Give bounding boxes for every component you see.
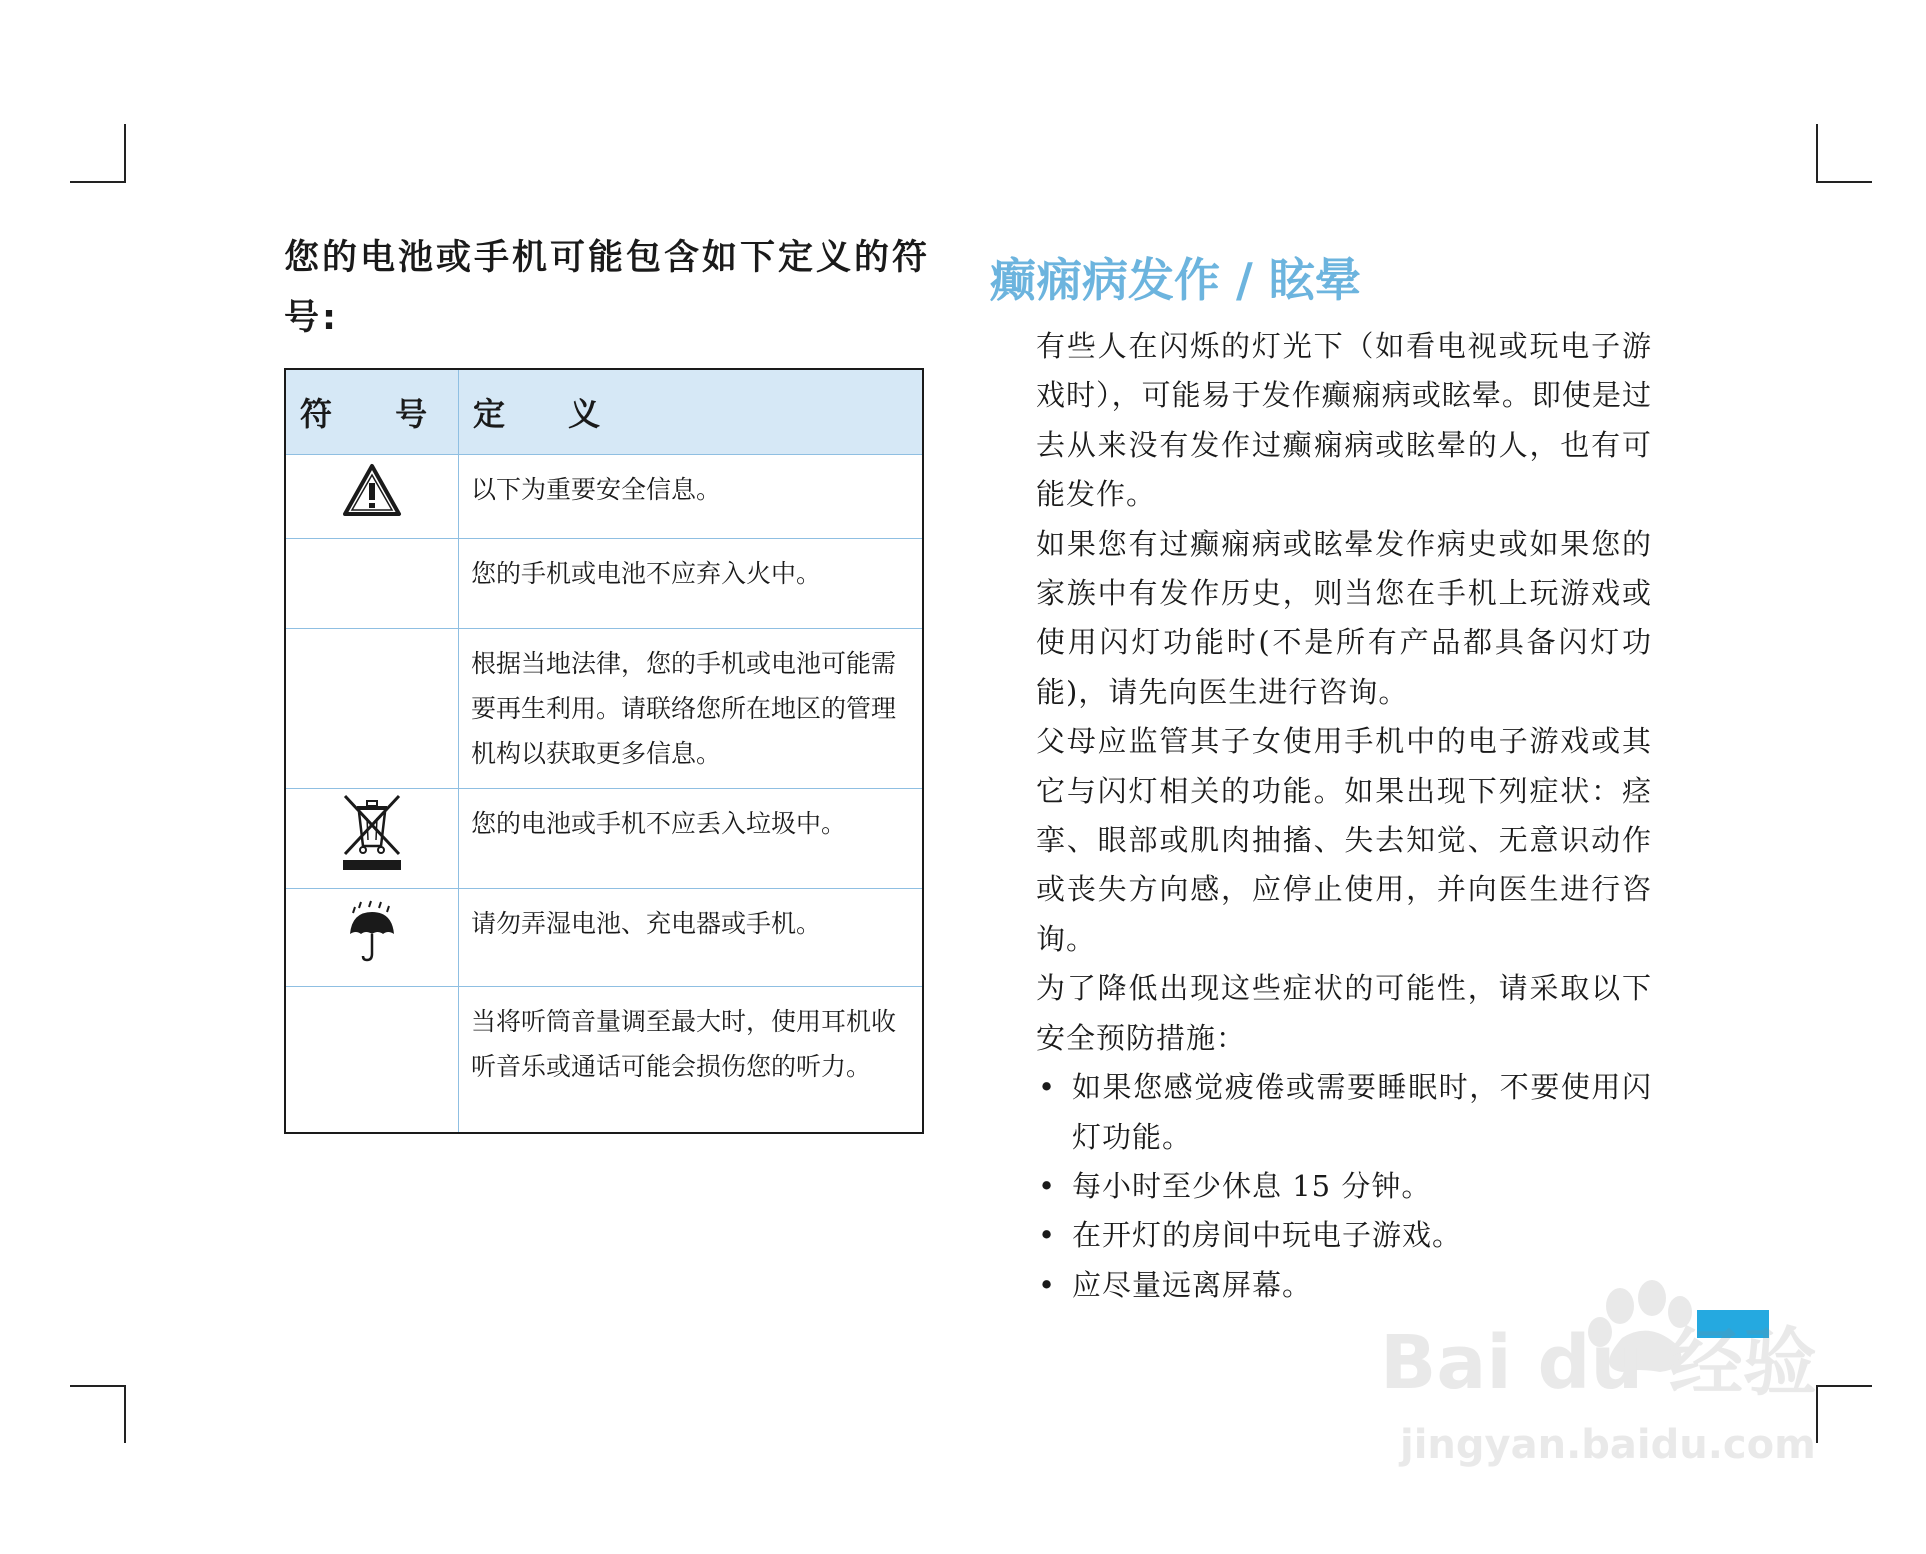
table-row xyxy=(285,455,923,539)
svg-text:jingyan.baidu.com: jingyan.baidu.com xyxy=(1400,1422,1816,1468)
crossed-out-bin-icon xyxy=(339,792,405,872)
crop-mark-bottom-right-h xyxy=(1816,1385,1872,1387)
crop-mark-bottom-left-v xyxy=(124,1385,126,1443)
list-item: • 每小时至少休息 15 分钟。 xyxy=(1036,1162,1652,1211)
symbol-column-header: 符 号 xyxy=(285,369,459,455)
symbol-cell xyxy=(285,889,459,987)
symbol-cell xyxy=(285,987,459,1133)
crop-mark-bottom-left-h xyxy=(70,1385,126,1387)
table-row xyxy=(285,987,923,1133)
table-row xyxy=(285,629,923,789)
symbol-cell xyxy=(285,629,459,789)
symbol-table xyxy=(284,368,924,1134)
paragraph: 如果您有过癫痫病或眩晕发作病史或如果您的家族中有发作历史，则当您在手机上玩游戏或使用闪灯功能时(不是所有产品都具备闪灯功能)，请先向医生进行咨询。 xyxy=(1036,526,1652,709)
definition-cell: 请勿弄湿电池、充电器或手机。 xyxy=(459,889,924,987)
table-row xyxy=(285,889,923,987)
list-item: • 如果您感觉疲倦或需要睡眠时，不要使用闪灯功能。 xyxy=(1036,1063,1652,1162)
crop-mark-top-right-h xyxy=(1816,181,1872,183)
symbol-cell xyxy=(285,455,459,539)
table-row xyxy=(285,789,923,889)
definition-column-header: 定 义 xyxy=(459,369,924,455)
list-item: • 在开灯的房间中玩电子游戏。 xyxy=(1036,1211,1652,1260)
crop-mark-top-left-v xyxy=(124,124,126,182)
definition-cell: 您的手机或电池不应弃入火中。 xyxy=(459,539,924,629)
svg-text:Bai du 经验: Bai du 经验 xyxy=(1380,1320,1817,1406)
symbol-cell xyxy=(285,539,459,629)
paragraph: 有些人在闪烁的灯光下（如看电视或玩电子游戏时），可能易于发作癫痫病或眩晕。即使是过去从来没有发作过癫痫病或眩晕的人，也有可能发作。 xyxy=(1036,329,1652,512)
table-row xyxy=(285,539,923,629)
epilepsy-heading: 癫痫病发作 / 眩晕 xyxy=(990,253,1361,307)
definition-cell: 以下为重要安全信息。 xyxy=(459,455,924,539)
warning-triangle-icon xyxy=(342,463,402,517)
crop-mark-top-left-h xyxy=(70,181,126,183)
paragraph: 为了降低出现这些症状的可能性，请采取以下安全预防措施： xyxy=(1036,971,1652,1055)
list-item: • 应尽量远离屏幕。 xyxy=(1036,1261,1652,1310)
definition-cell: 根据当地法律，您的手机或电池可能需要再生利用。请联络您所在地区的管理机构以获取更多信息。 xyxy=(459,629,924,789)
epilepsy-body xyxy=(1036,322,1652,1310)
baidu-jingyan-watermark-logo xyxy=(1360,1268,1820,1488)
symbol-cell xyxy=(285,789,459,889)
umbrella-rain-icon xyxy=(347,900,397,962)
definition-cell: 当将听筒音量调至最大时，使用耳机收听音乐或通话可能会损伤您的听力。 xyxy=(459,987,924,1133)
crop-mark-top-right-v xyxy=(1816,124,1818,182)
definition-cell: 您的电池或手机不应丢入垃圾中。 xyxy=(459,789,924,889)
table-header-row xyxy=(285,369,923,455)
paragraph: 父母应监管其子女使用手机中的电子游戏或其它与闪灯相关的功能。如果出现下列症状：痉挛、眼部或肌肉抽搐、失去知觉、无意识动作或丧失方向感，应停止使用，并向医生进行咨询。 xyxy=(1036,724,1652,956)
symbols-heading: 您的电池或手机可能包含如下定义的符号: xyxy=(284,238,931,338)
